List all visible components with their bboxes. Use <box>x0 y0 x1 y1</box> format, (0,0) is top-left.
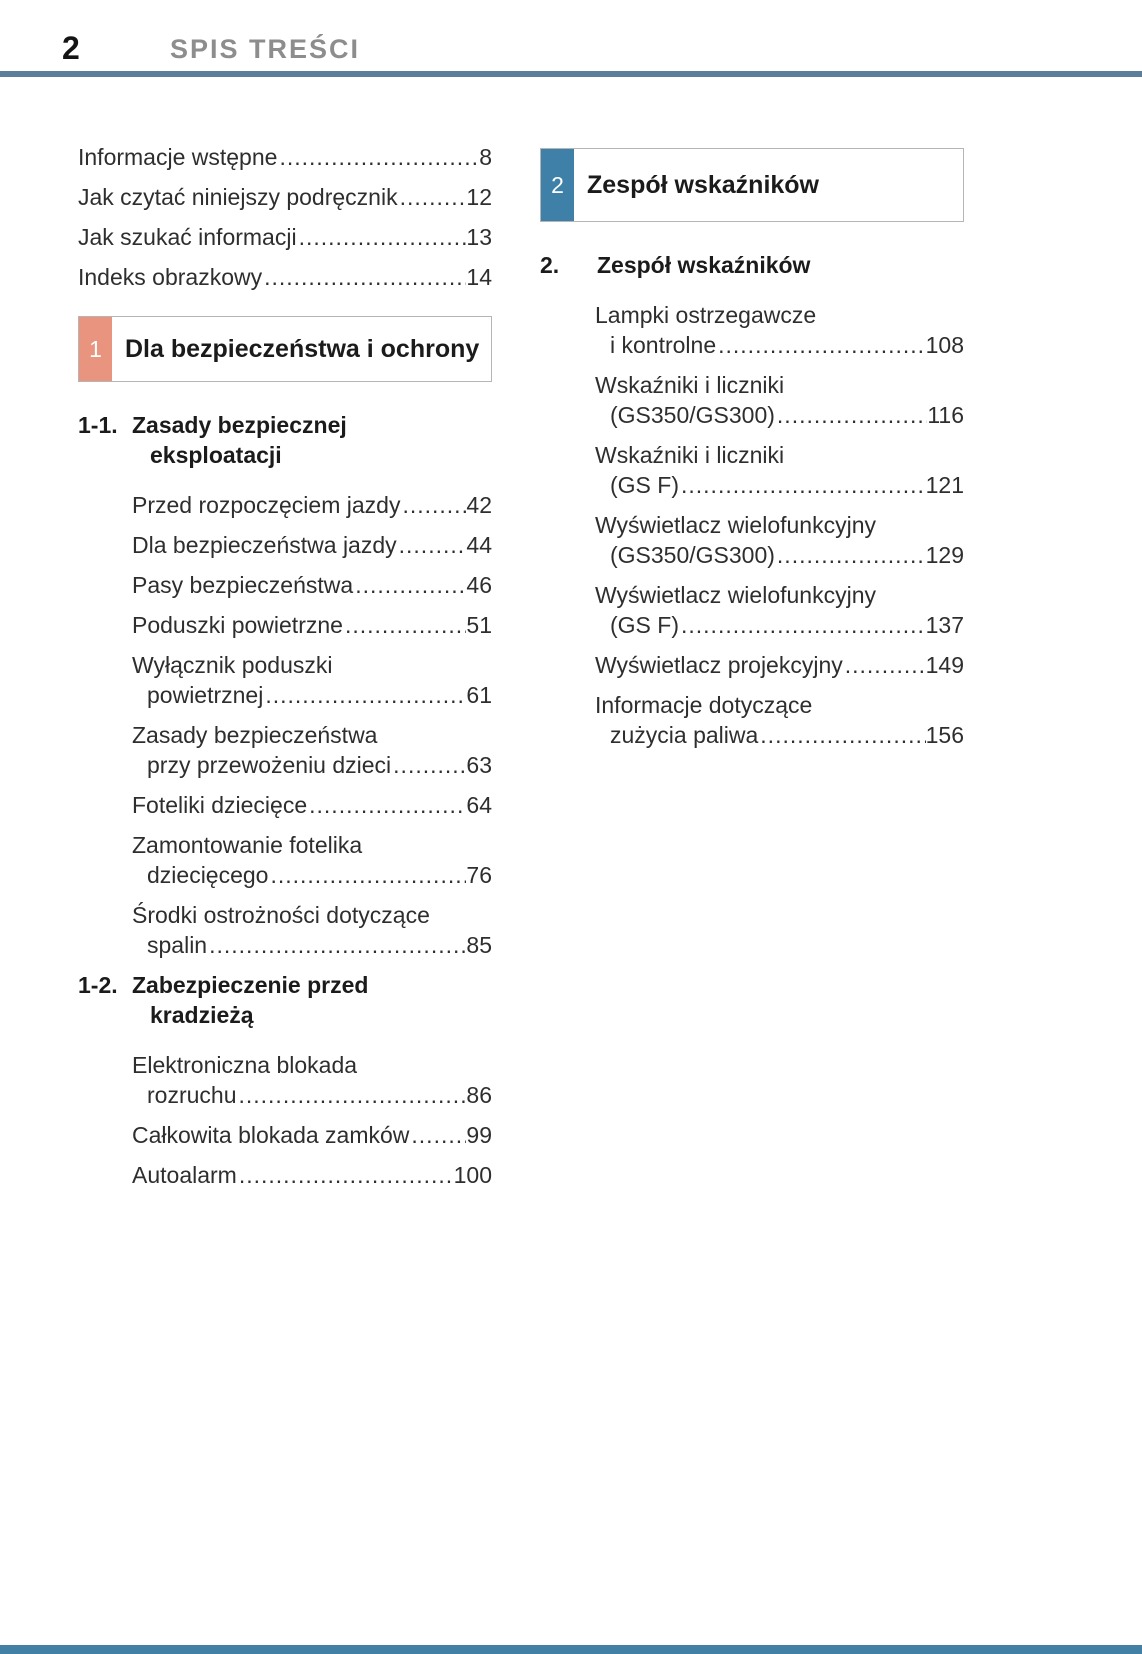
toc-entry-title-cont: przy przewożeniu dzieci <box>147 752 392 778</box>
page-ref: 149 <box>925 652 964 678</box>
page-ref: 86 <box>466 1082 492 1108</box>
toc-entry-title: Lampki ostrzegawcze <box>595 302 817 328</box>
group-heading-line: Zasady bezpiecznej <box>132 412 347 438</box>
toc-column-left <box>78 142 492 1200</box>
toc-entry <box>132 530 492 560</box>
toc-entry <box>132 610 492 640</box>
group-heading-2 <box>540 250 964 280</box>
page-title: SPIS TREŚCI <box>170 34 361 64</box>
toc-entry <box>78 262 492 292</box>
toc-entry-title: Informacje dotyczące <box>595 692 813 718</box>
dot-leader <box>397 530 467 560</box>
toc-entry <box>595 370 964 430</box>
page-ref: 108 <box>925 332 964 358</box>
dot-leader <box>207 930 466 960</box>
toc-entry <box>595 650 964 680</box>
page-ref: 12 <box>466 184 492 210</box>
group-label: 1-2. <box>78 972 118 998</box>
dot-leader <box>236 1080 466 1110</box>
toc-entry-title: Wyświetlacz projekcyjny <box>595 652 843 678</box>
toc-entry-title: Środki ostrożności dotyczące <box>132 902 430 928</box>
dot-leader <box>400 490 466 520</box>
toc-entry-title: Zasady bezpieczeństwa <box>132 722 378 748</box>
dot-leader <box>679 610 926 640</box>
section-1-banner <box>78 316 492 382</box>
page-ref: 14 <box>466 264 492 290</box>
page-ref: 116 <box>927 402 964 428</box>
toc-entry <box>132 490 492 520</box>
toc-entry <box>132 1050 492 1110</box>
toc-entry-title: Jak czytać niniejszy podręcznik <box>78 184 398 210</box>
toc-entry-title-cont: (GS F) <box>610 472 679 498</box>
page-ref: 100 <box>453 1162 492 1188</box>
dot-leader <box>398 182 467 212</box>
toc-entry <box>132 900 492 960</box>
dot-leader <box>391 750 466 780</box>
front-matter-entries <box>78 142 492 292</box>
toc-entry-title: Dla bezpieczeństwa jazdy <box>132 532 397 558</box>
dot-leader <box>679 470 926 500</box>
page-ref: 99 <box>466 1122 492 1148</box>
page-ref: 137 <box>925 612 964 638</box>
dot-leader <box>343 610 466 640</box>
toc-entry <box>132 720 492 780</box>
toc-entry <box>595 510 964 570</box>
page-ref: 8 <box>479 144 492 170</box>
group-heading-1-2 <box>78 970 492 1030</box>
dot-leader <box>843 650 926 680</box>
toc-entry-title: Indeks obrazkowy <box>78 264 263 290</box>
group-heading-line: kradzieżą <box>150 1002 254 1028</box>
page-ref: 61 <box>466 682 492 708</box>
toc-entry <box>132 650 492 710</box>
toc-entry-title-cont: powietrznej <box>147 682 264 708</box>
toc-entry-title: Jak szukać informacji <box>78 224 297 250</box>
page-ref: 13 <box>466 224 492 250</box>
page-number: 2 <box>62 30 80 66</box>
toc-entry-title-cont: (GS F) <box>610 612 679 638</box>
group-heading-line: Zespół wskaźników <box>597 252 811 278</box>
dot-leader <box>758 720 925 750</box>
toc-entry-title: Wyświetlacz wielofunkcyjny <box>595 512 876 538</box>
toc-entry <box>78 142 492 172</box>
dot-leader <box>775 400 927 430</box>
toc-entry <box>132 1160 492 1190</box>
dot-leader <box>775 540 926 570</box>
section-1-title: Dla bezpieczeństwa i ochrony <box>125 334 480 363</box>
toc-entry-title-cont: (GS350/GS300) <box>610 542 775 568</box>
toc-entry <box>132 570 492 600</box>
toc-entry-title: Wskaźniki i liczniki <box>595 442 785 468</box>
toc-entry-title: Wskaźniki i liczniki <box>595 372 785 398</box>
dot-leader <box>263 680 466 710</box>
toc-entry-title: Wyłącznik poduszki <box>132 652 333 678</box>
section-2-number-tab: 2 <box>541 149 574 221</box>
toc-entry <box>78 222 492 252</box>
group-heading-line: eksploatacji <box>150 442 282 468</box>
toc-entry-title-cont: (GS350/GS300) <box>610 402 775 428</box>
dot-leader <box>277 142 479 172</box>
dot-leader <box>268 860 466 890</box>
toc-entry <box>595 580 964 640</box>
toc-entry <box>595 300 964 360</box>
page-ref: 51 <box>466 612 492 638</box>
dot-leader <box>297 222 467 252</box>
toc-column-right <box>540 148 964 760</box>
group-label: 1-1. <box>78 412 118 438</box>
section-2-banner <box>540 148 964 222</box>
page-ref: 42 <box>466 492 492 518</box>
toc-entry-title-cont: i kontrolne <box>610 332 717 358</box>
toc-entry <box>132 790 492 820</box>
dot-leader <box>353 570 466 600</box>
header-rule <box>0 71 1142 77</box>
toc-entry-title: Informacje wstępne <box>78 144 278 170</box>
toc-entry <box>595 440 964 500</box>
toc-entry <box>132 830 492 890</box>
toc-entry <box>132 1120 492 1150</box>
page-ref: 63 <box>466 752 492 778</box>
footer-rule <box>0 1645 1142 1654</box>
group-1-1-entries <box>78 490 492 960</box>
dot-leader <box>237 1160 454 1190</box>
page-ref: 129 <box>925 542 964 568</box>
toc-entry-title: Foteliki dziecięce <box>132 792 308 818</box>
toc-entry-title: Elektroniczna blokada <box>132 1052 358 1078</box>
group-heading-1-1 <box>78 410 492 470</box>
section-1-number-tab: 1 <box>79 317 112 381</box>
toc-entry <box>595 690 964 750</box>
toc-entry-title: Zamontowanie fotelika <box>132 832 363 858</box>
group-2-entries <box>540 300 964 750</box>
dot-leader <box>262 262 466 292</box>
toc-entry-title-cont: dziecięcego <box>147 862 269 888</box>
page-ref: 121 <box>925 472 964 498</box>
group-heading-line: Zabezpieczenie przed <box>132 972 369 998</box>
toc-entry-title-cont: rozruchu <box>147 1082 237 1108</box>
page-ref: 44 <box>466 532 492 558</box>
toc-entry-title: Poduszki powietrzne <box>132 612 343 638</box>
toc-entry <box>78 182 492 212</box>
toc-entry-title: Autoalarm <box>132 1162 237 1188</box>
group-label: 2. <box>540 252 560 278</box>
page-ref: 46 <box>466 572 492 598</box>
toc-entry-title: Całkowita blokada zamków <box>132 1122 410 1148</box>
dot-leader <box>307 790 466 820</box>
group-1-2-entries <box>78 1050 492 1190</box>
toc-entry-title-cont: zużycia paliwa <box>610 722 759 748</box>
page-ref: 64 <box>466 792 492 818</box>
page-ref: 156 <box>925 722 964 748</box>
page-ref: 85 <box>466 932 492 958</box>
toc-entry-title: Przed rozpoczęciem jazdy <box>132 492 401 518</box>
section-2-title: Zespół wskaźników <box>587 170 820 199</box>
dot-leader <box>716 330 926 360</box>
toc-entry-title: Wyświetlacz wielofunkcyjny <box>595 582 876 608</box>
toc-entry-title-cont: spalin <box>147 932 208 958</box>
page-ref: 76 <box>466 862 492 888</box>
dot-leader <box>409 1120 466 1150</box>
toc-entry-title: Pasy bezpieczeństwa <box>132 572 354 598</box>
